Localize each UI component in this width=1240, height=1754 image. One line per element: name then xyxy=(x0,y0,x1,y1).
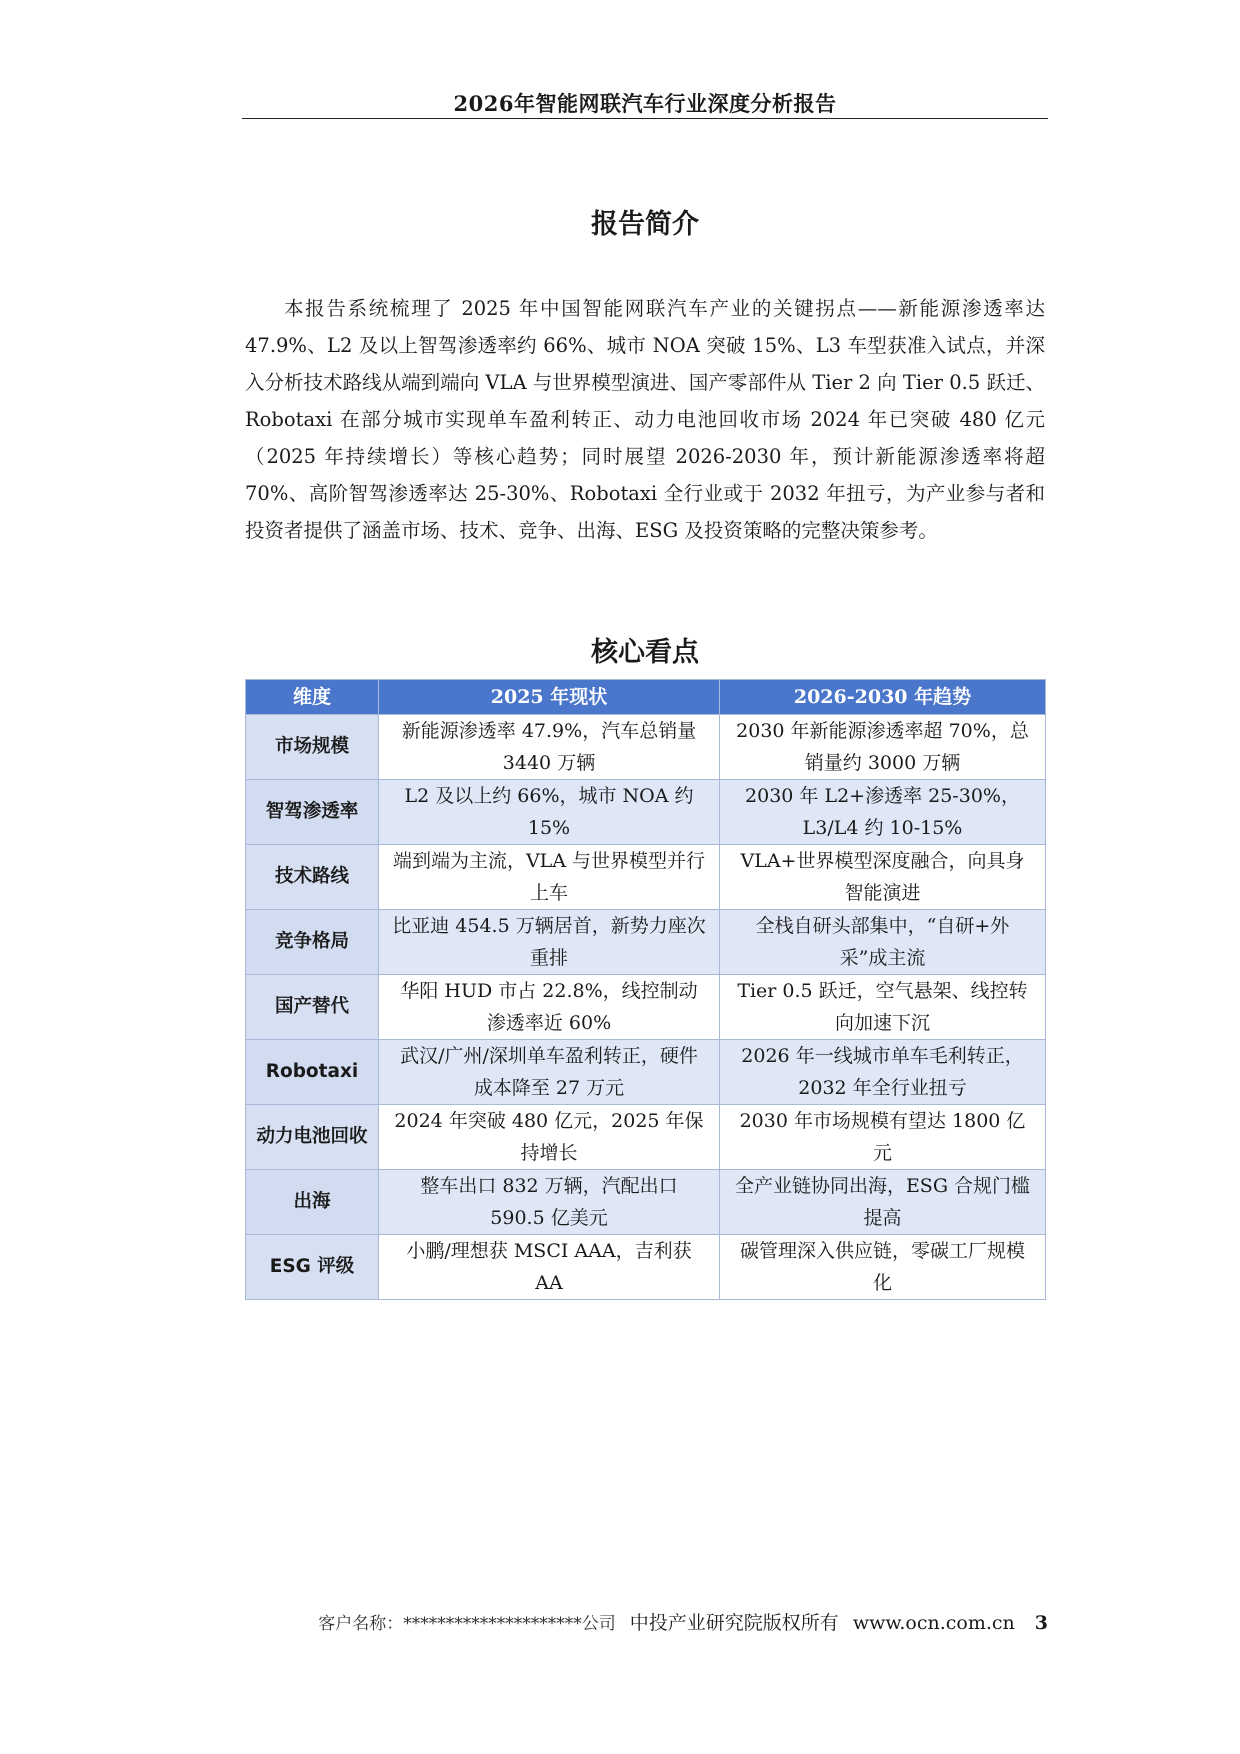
table-row xyxy=(246,780,1046,845)
intro-section-title: 报告简介 xyxy=(591,209,699,240)
table-row xyxy=(246,975,1046,1040)
row-current-cell: 2024 年突破 480 亿元，2025 年保持增长 xyxy=(379,1105,720,1170)
table-row xyxy=(246,1170,1046,1235)
row-current-cell: 比亚迪 454.5 万辆居首，新势力座次重排 xyxy=(379,910,720,975)
row-dimension-cell: 智驾渗透率 xyxy=(246,780,379,845)
row-current-cell: 小鹏/理想获 MSCI AAA，吉利获 AA xyxy=(379,1235,720,1300)
header-divider xyxy=(242,118,1048,119)
row-trend-cell: VLA+世界模型深度融合，向具身智能演进 xyxy=(720,845,1046,910)
row-current-cell: 华阳 HUD 市占 22.8%，线控制动渗透率近 60% xyxy=(379,975,720,1040)
row-dimension-cell: 技术路线 xyxy=(246,845,379,910)
intro-paragraph: 本报告系统梳理了 2025 年中国智能网联汽车产业的关键拐点——新能源渗透率达 47.9%、L2 及以上智驾渗透率约 66%、城市 NOA 突破 15%、L3 车型获准入试点，并深入分析技术路线从端到端向 VLA 与世界模型演进、国产零部件从 Tier 2 向 Tier 0.5 跃迁、Robotaxi 在部分城市实现单车盈利转正、动力电池回收市场 2024 年已突破 480 亿元（2025 年持续增长）等核心趋势；同时展望 2026-2030 年，预计新能源渗透率将超 70%、高阶智驾渗透率达 25-30%、Robotaxi 全行业或于 2032 年扭亏，为产业参与者和投资者提供了涵盖市场、技术、竞争、出海、ESG 及投资策略的完整决策参考。 xyxy=(245,297,1045,542)
highlights-table xyxy=(245,679,1046,1300)
table-header-row xyxy=(246,680,1046,715)
row-trend-cell: 2030 年新能源渗透率超 70%，总销量约 3000 万辆 xyxy=(720,715,1046,780)
row-current-cell: 新能源渗透率 47.9%，汽车总销量 3440 万辆 xyxy=(379,715,720,780)
row-dimension-cell: Robotaxi xyxy=(246,1040,379,1105)
column-header-trend: 2026-2030 年趋势 xyxy=(720,680,1046,715)
footer-copyright: 中投产业研究院版权所有 xyxy=(629,1612,839,1634)
table-row xyxy=(246,845,1046,910)
column-header-current: 2025 年现状 xyxy=(379,680,720,715)
row-dimension-cell: 动力电池回收 xyxy=(246,1105,379,1170)
running-header-title: 2026年智能网联汽车行业深度分析报告 xyxy=(453,91,837,116)
row-trend-cell: 2030 年 L2+渗透率 25-30%，L3/L4 约 10-15% xyxy=(720,780,1046,845)
table-row xyxy=(246,1235,1046,1300)
page-number: 3 xyxy=(1034,1612,1048,1634)
row-current-cell: L2 及以上约 66%，城市 NOA 约 15% xyxy=(379,780,720,845)
column-header-dimension: 维度 xyxy=(246,680,379,715)
row-trend-cell: 碳管理深入供应链，零碳工厂规模化 xyxy=(720,1235,1046,1300)
row-current-cell: 整车出口 832 万辆，汽配出口 590.5 亿美元 xyxy=(379,1170,720,1235)
table-row xyxy=(246,715,1046,780)
footer-client-name: 客户名称：*********************公司 xyxy=(318,1614,616,1634)
table-row xyxy=(246,910,1046,975)
row-dimension-cell: ESG 评级 xyxy=(246,1235,379,1300)
row-dimension-cell: 国产替代 xyxy=(246,975,379,1040)
page-footer xyxy=(242,1608,1048,1635)
table-row xyxy=(246,1040,1046,1105)
row-trend-cell: 全产业链协同出海，ESG 合规门槛提高 xyxy=(720,1170,1046,1235)
row-trend-cell: 2030 年市场规模有望达 1800 亿元 xyxy=(720,1105,1046,1170)
row-trend-cell: Tier 0.5 跃迁，空气悬架、线控转向加速下沉 xyxy=(720,975,1046,1040)
row-dimension-cell: 竞争格局 xyxy=(246,910,379,975)
row-current-cell: 武汉/广州/深圳单车盈利转正，硬件成本降至 27 万元 xyxy=(379,1040,720,1105)
table-row xyxy=(246,1105,1046,1170)
row-current-cell: 端到端为主流，VLA 与世界模型并行上车 xyxy=(379,845,720,910)
row-dimension-cell: 出海 xyxy=(246,1170,379,1235)
row-trend-cell: 2026 年一线城市单车毛利转正，2032 年全行业扭亏 xyxy=(720,1040,1046,1105)
highlights-section-title: 核心看点 xyxy=(591,637,699,668)
footer-website: www.ocn.com.cn xyxy=(852,1612,1015,1634)
row-trend-cell: 全栈自研头部集中，“自研+外采”成主流 xyxy=(720,910,1046,975)
row-dimension-cell: 市场规模 xyxy=(246,715,379,780)
